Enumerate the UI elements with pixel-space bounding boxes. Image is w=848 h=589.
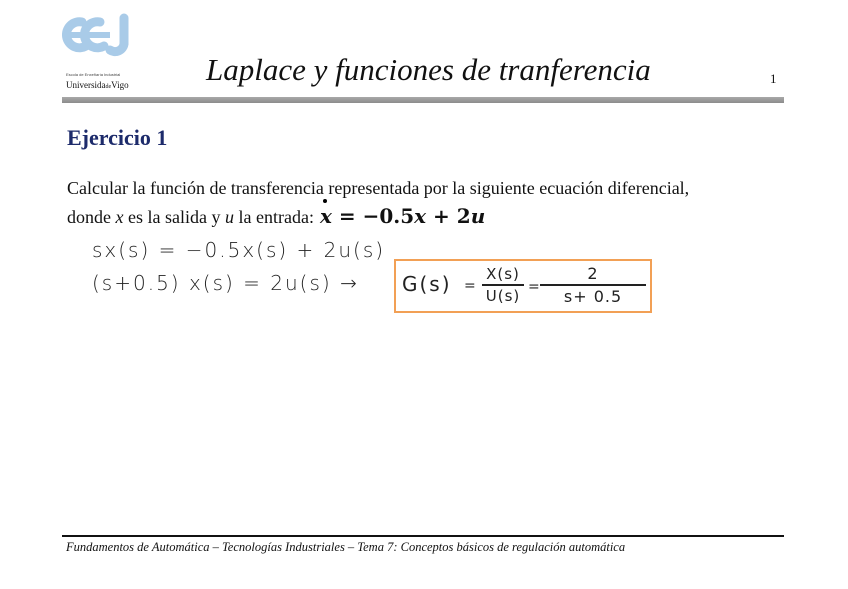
handwritten-step-2: (s+0.5) x(s) = 2u(s) → — [92, 271, 359, 295]
statement-line-2: donde x es la salida y u la entrada: x = −0.5x + 2u — [67, 204, 486, 228]
page-title: Laplace y funciones de tranferencia — [206, 52, 651, 87]
transfer-function-result-box — [394, 259, 652, 313]
statement-line-1: Calcular la función de transferencia representada por la siguiente ecuación diferencial, — [67, 178, 690, 198]
fraction-result: 2 s+ 0.5 — [540, 264, 646, 306]
footer-divider — [62, 535, 784, 537]
differential-equation: x = −0.5x + 2u — [319, 204, 486, 228]
equals-sign: = — [464, 278, 476, 294]
logo-school-name: Escola de Enxeñaría Industrial — [66, 72, 121, 77]
header-divider — [62, 97, 784, 103]
footer-text: Fundamentos de Automática – Tecnologías Industriales – Tema 7: Conceptos básicos de regulación automática — [66, 540, 626, 554]
equals-sign: = — [528, 279, 540, 295]
fraction-xs-over-us: X(s) U(s) — [482, 265, 524, 305]
eei-logo-graphic — [62, 12, 142, 68]
handwritten-step-1: sx(s) = −0.5x(s) + 2u(s) — [92, 238, 386, 262]
exercise-heading: Ejercicio 1 — [67, 125, 168, 150]
transfer-function-label: G(s) — [402, 272, 452, 296]
page-number: 1 — [770, 71, 777, 86]
exercise-statement — [67, 174, 789, 231]
logo-university-name: UniversidadeVigo — [66, 80, 129, 90]
